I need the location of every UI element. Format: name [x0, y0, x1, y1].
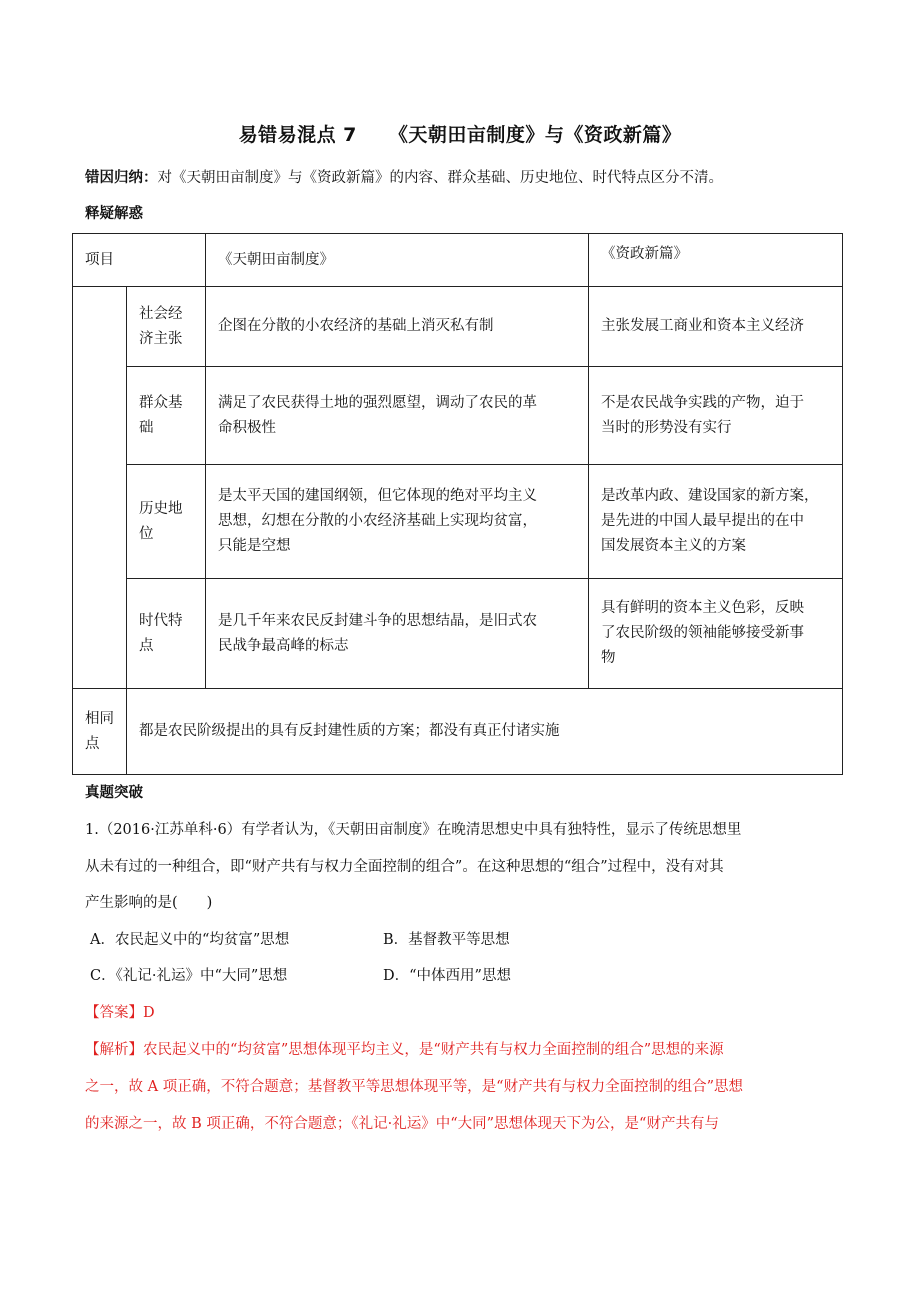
merged-blank-cell [73, 287, 127, 689]
header-col2: 《资政新篇》 [589, 234, 843, 287]
row-col2: 不是农民战争实践的产物，迫于 当时的形势没有实行 [589, 367, 843, 465]
row-col1: 是太平天国的建国纲领，但它体现的绝对平均主义 思想，幻想在分散的小农经济基础上实现均贫富， 只能是空想 [206, 465, 589, 579]
table-row [73, 579, 843, 689]
answer-value: D [143, 1005, 155, 1021]
row-col2: 具有鲜明的资本主义色彩，反映 了农民阶级的领袖能够接受新事 物 [589, 579, 843, 689]
title-part2: 《天朝田亩制度》与《资政新篇》 [388, 124, 682, 146]
option-c: C．《礼记·礼运》中“大同”思想 [90, 968, 288, 984]
same-text: 都是农民阶级提出的具有反封建性质的方案；都没有真正付诸实施 [127, 689, 843, 775]
option-a: A．农民起义中的“均贫富”思想 [90, 932, 290, 948]
header-col1: 《天朝田亩制度》 [206, 234, 589, 287]
option-b: B．基督教平等思想 [383, 932, 510, 948]
analysis-line: 的来源之一，故 B 项正确，不符合题意；《礼记·礼运》中“大同”思想体现天下为公，是“财产共有与 [85, 1116, 719, 1132]
same-label: 相同 点 [73, 689, 127, 775]
table-row [73, 367, 843, 465]
analysis-line: 【解析】农民起义中的“均贫富”思想体现平均主义，是“财产共有与权力全面控制的组合”思想的来源 [85, 1042, 724, 1058]
row-col1: 企图在分散的小农经济的基础上消灭私有制 [206, 287, 589, 367]
analysis-label: 【解析】 [85, 1042, 143, 1058]
section-real-heading: 真题突破 [85, 785, 143, 801]
question-line: 从未有过的一种组合，即“财产共有与权力全面控制的组合”。在这种思想的“组合”过程中，没有对其 [85, 859, 724, 875]
comparison-table [72, 233, 843, 775]
error-cause-label: 错因归纳： [85, 170, 158, 186]
row-label: 时代特 点 [127, 579, 206, 689]
page-title [0, 120, 920, 147]
title-part1: 易错易混点 7 [238, 124, 357, 146]
table-same-row [73, 689, 843, 775]
table-header-row [73, 234, 843, 287]
row-col2: 是改革内政、建设国家的新方案， 是先进的中国人最早提出的在中 国发展资本主义的方案 [589, 465, 843, 579]
row-label: 社会经 济主张 [127, 287, 206, 367]
error-cause-text: 对《天朝田亩制度》与《资政新篇》的内容、群众基础、历史地位、时代特点区分不清。 [157, 170, 723, 186]
row-col2: 主张发展工商业和资本主义经济 [589, 287, 843, 367]
section-explain-heading: 释疑解惑 [85, 206, 143, 222]
analysis-line: 之一，故 A 项正确，不符合题意；基督教平等思想体现平等，是“财产共有与权力全面控制的组合”思想 [85, 1079, 744, 1095]
table-row [73, 465, 843, 579]
error-cause [85, 168, 723, 188]
question-line: 产生影响的是( ) [85, 895, 213, 911]
row-label: 历史地 位 [127, 465, 206, 579]
answer-line [85, 1003, 155, 1023]
question-line: 1.（2016·江苏单科·6）有学者认为，《天朝田亩制度》在晚清思想史中具有独特性，显示了传统思想里 [85, 822, 742, 838]
answer-label: 【答案】 [85, 1005, 143, 1021]
row-col1: 是几千年来农民反封建斗争的思想结晶，是旧式农 民战争最高峰的标志 [206, 579, 589, 689]
option-d: D．“中体西用”思想 [383, 968, 511, 984]
row-label: 群众基 础 [127, 367, 206, 465]
table-row [73, 287, 843, 367]
header-item: 项目 [73, 234, 206, 287]
row-col1: 满足了农民获得土地的强烈愿望，调动了农民的革 命积极性 [206, 367, 589, 465]
